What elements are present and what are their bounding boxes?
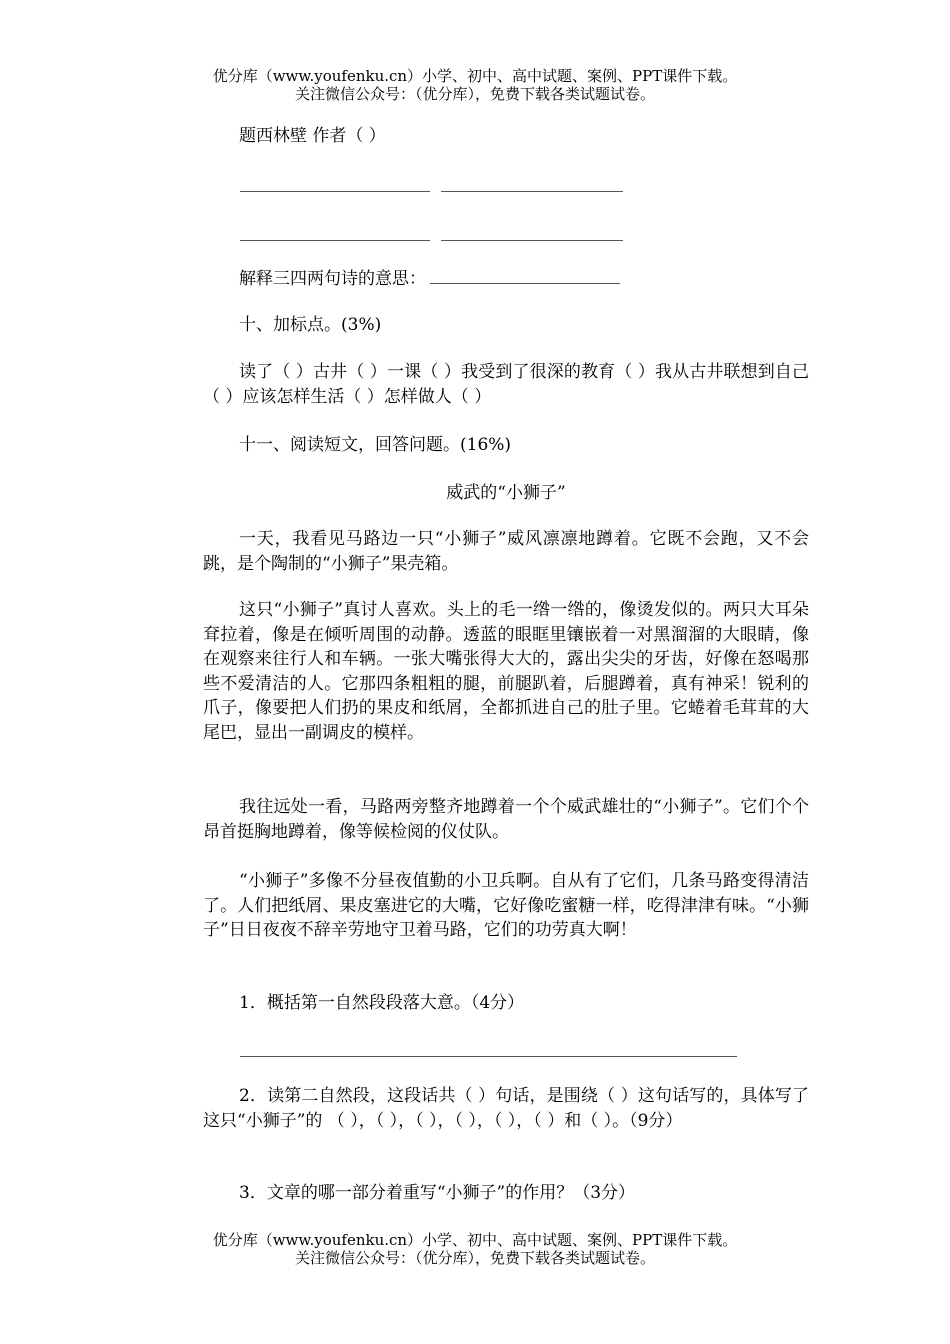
poem-explain-line — [203, 267, 809, 292]
poem-answer-blank-4[interactable] — [441, 240, 623, 241]
page-footer — [0, 1231, 950, 1267]
header-line-1: 优分库（www.youfenku.cn）小学、初中、高中试题、案例、PPT课件下载。 — [212, 67, 738, 85]
poem-title-line: 题西林壁 作者（ ） — [239, 126, 386, 146]
poem-answer-blank-1[interactable] — [240, 191, 430, 192]
article-paragraph-1: 一天，我看见马路边一只“小狮子”威风凛凛地蹲着。它既不会跑，又不会跳，是个陶制的“小狮子”果壳箱。 — [203, 529, 809, 574]
page-header — [0, 67, 950, 103]
question-1: 1．概括第一自然段段落大意。（4分） — [239, 993, 525, 1013]
poem-explain-blank[interactable] — [430, 269, 620, 284]
poem-answer-blank-3[interactable] — [240, 240, 430, 241]
section10-heading: 十、加标点。(3%) — [239, 315, 382, 335]
footer-line-2: 关注微信公众号：（优分库），免费下载各类试题试卷。 — [294, 1249, 655, 1267]
section10-text: 读了（ ）古井（ ）一课（ ）我受到了很深的教育（ ）我从古井联想到自己（ ）应该怎样生活（ ）怎样做人（ ） — [203, 362, 809, 407]
question-2: 2．读第二自然段，这段话共（ ）句话，是围绕（ ）这句话写的，具体写了这只“小狮子”的 （ ），（ ），（ ），（ ），（ ），（ ）和（ ）。（9分） — [203, 1086, 809, 1131]
question-3: 3．文章的哪一部分着重写“小狮子”的作用？（3分） — [239, 1183, 636, 1203]
article-paragraph-3: 我往远处一看，马路两旁整齐地蹲着一个个威武雄壮的“小狮子”。它们个个昂首挺胸地蹲着，像等候检阅的仪仗队。 — [203, 797, 809, 842]
poem-answer-blank-2[interactable] — [441, 191, 623, 192]
article-title: 威武的“小狮子” — [446, 483, 566, 503]
poem-explain-prompt: 解释三四两句诗的意思： — [239, 269, 426, 289]
section11-heading: 十一、阅读短文，回答问题。(16%) — [239, 435, 512, 455]
footer-line-1: 优分库（www.youfenku.cn）小学、初中、高中试题、案例、PPT课件下载。 — [212, 1231, 738, 1249]
article-paragraph-2: 这只“小狮子”真讨人喜欢。头上的毛一绺一绺的，像烫发似的。两只大耳朵耷拉着，像是在倾听周围的动静。透蓝的眼眶里镶嵌着一对黑溜溜的大眼睛，像在观察来往行人和车辆。一张大嘴张得大大的，露出尖尖的牙齿，好像在怒喝那些不爱清洁的人。它那四条粗粗的腿，前腿趴着，后腿蹲着，真有神采！锐利的爪子，像要把人们扔的果皮和纸屑，全都抓进自己的肚子里。它蜷着毛茸茸的大尾巴，显出一副调皮的模样。 — [203, 600, 809, 743]
question-1-answer-blank[interactable] — [240, 1056, 737, 1057]
article-paragraph-4: “小狮子”多像不分昼夜值勤的小卫兵啊。自从有了它们，几条马路变得清洁了。人们把纸屑、果皮塞进它的大嘴，它好像吃蜜糖一样，吃得津津有味。“小狮子”日日夜夜不辞辛劳地守卫着马路，它们的功劳真大啊！ — [203, 871, 809, 940]
header-line-2: 关注微信公众号：（优分库），免费下载各类试题试卷。 — [294, 85, 655, 103]
